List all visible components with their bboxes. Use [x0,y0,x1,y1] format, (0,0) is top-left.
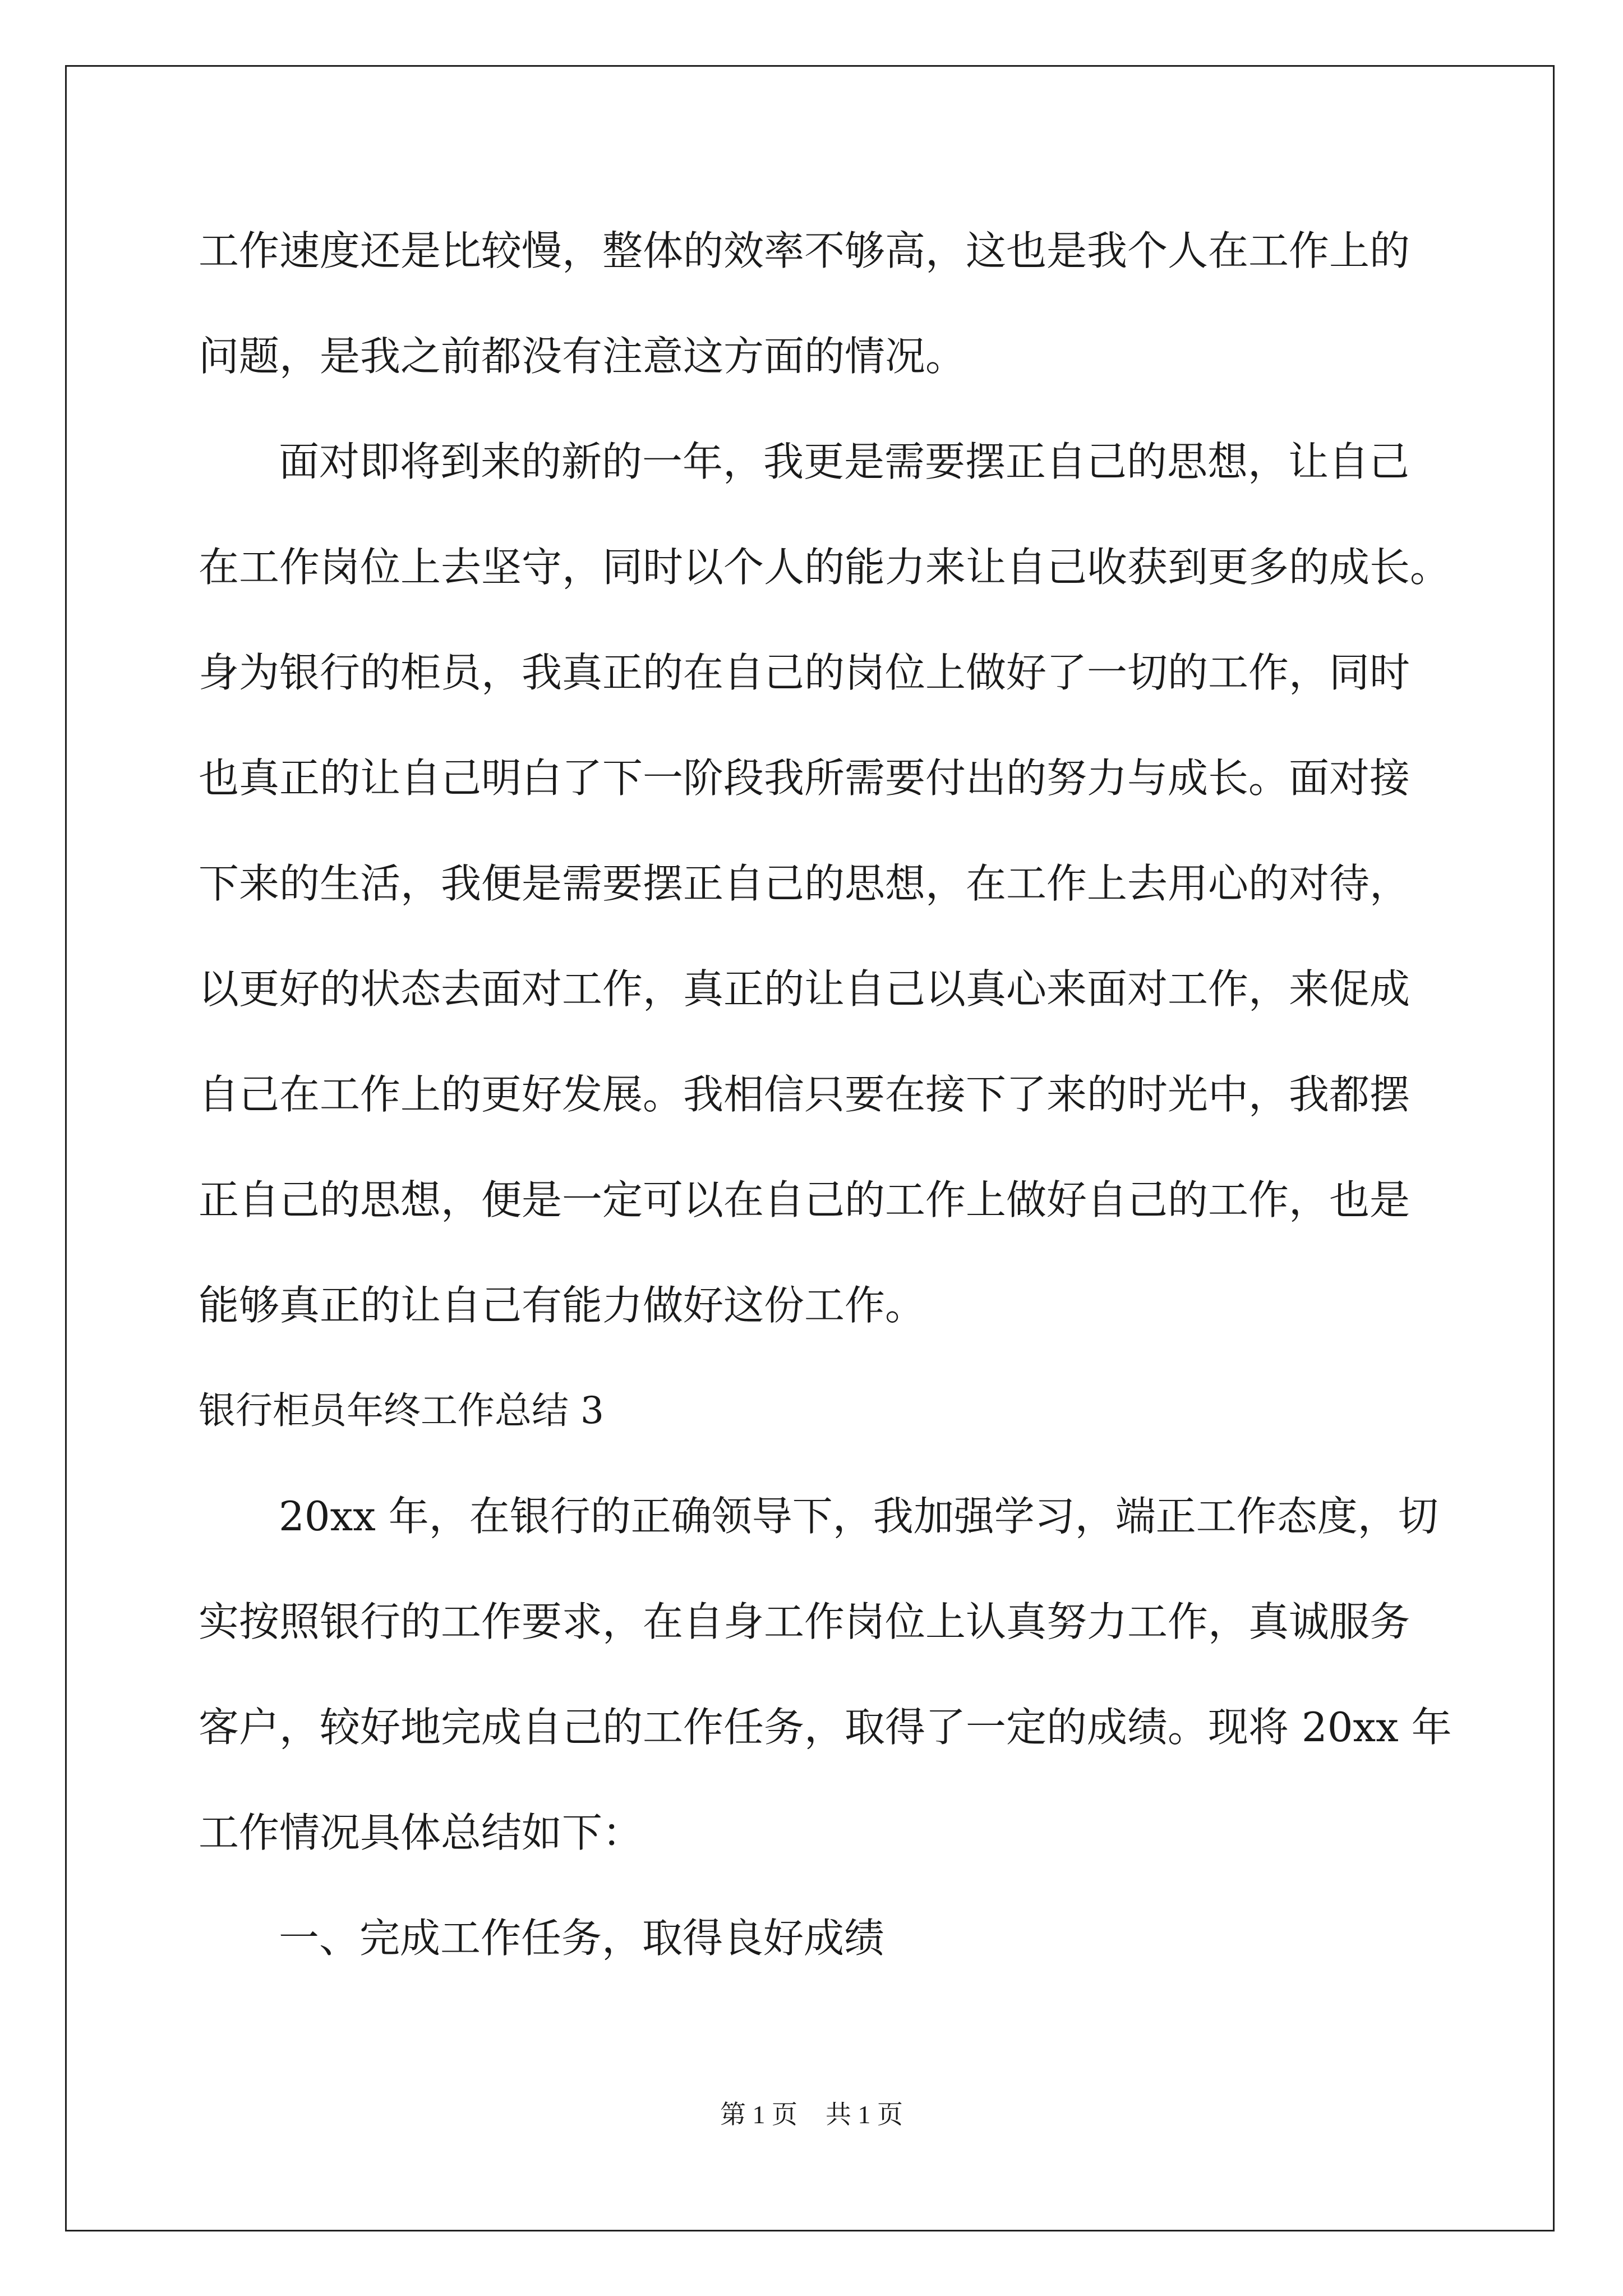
page-border [65,65,1555,2231]
body-line: 实按照银行的工作要求，在自身工作岗位上认真努力工作，真诚服务 [199,1598,1410,1645]
page-number: 第 1 页 [720,2100,797,2129]
page-footer [0,2098,1623,2132]
body-line: 客户，较好地完成自己的工作任务，取得了一定的成绩。现将 20xx 年 [199,1704,1452,1751]
page-total: 共 1 页 [826,2100,903,2129]
body-line: 身为银行的柜员，我真正的在自己的岗位上做好了一切的工作，同时 [199,649,1410,696]
body-line: 也真正的让自己明白了下一阶段我所需要付出的努力与成长。面对接 [199,754,1410,802]
paragraph-first-line: 面对即将到来的新的一年，我更是需要摆正自己的思想，让自己 [279,438,1410,485]
body-line: 自己在工作上的更好发展。我相信只要在接下了来的时光中，我都摆 [199,1071,1410,1118]
body-line: 工作速度还是比较慢，整体的效率不够高，这也是我个人在工作上的 [199,227,1410,274]
section-heading: 银行柜员年终工作总结 3 [199,1389,604,1432]
body-line: 以更好的状态去面对工作，真正的让自己以真心来面对工作，来促成 [199,965,1410,1013]
body-line: 问题，是我之前都没有注意这方面的情况。 [199,333,966,380]
paragraph-first-line: 20xx 年，在银行的正确领导下，我加强学习，端正工作态度，切 [279,1493,1438,1540]
body-line: 下来的生活，我便是需要摆正自己的思想，在工作上去用心的对待， [199,860,1410,907]
body-line: 工作情况具体总结如下： [199,1809,643,1856]
body-line: 在工作岗位上去坚守，同时以个人的能力来让自己收获到更多的成长。 [199,544,1451,591]
subsection-heading: 一、完成工作任务，取得良好成绩 [279,1915,885,1962]
body-line: 能够真正的让自己有能力做好这份工作。 [199,1282,926,1329]
body-line: 正自己的思想，便是一定可以在自己的工作上做好自己的工作，也是 [199,1176,1410,1223]
